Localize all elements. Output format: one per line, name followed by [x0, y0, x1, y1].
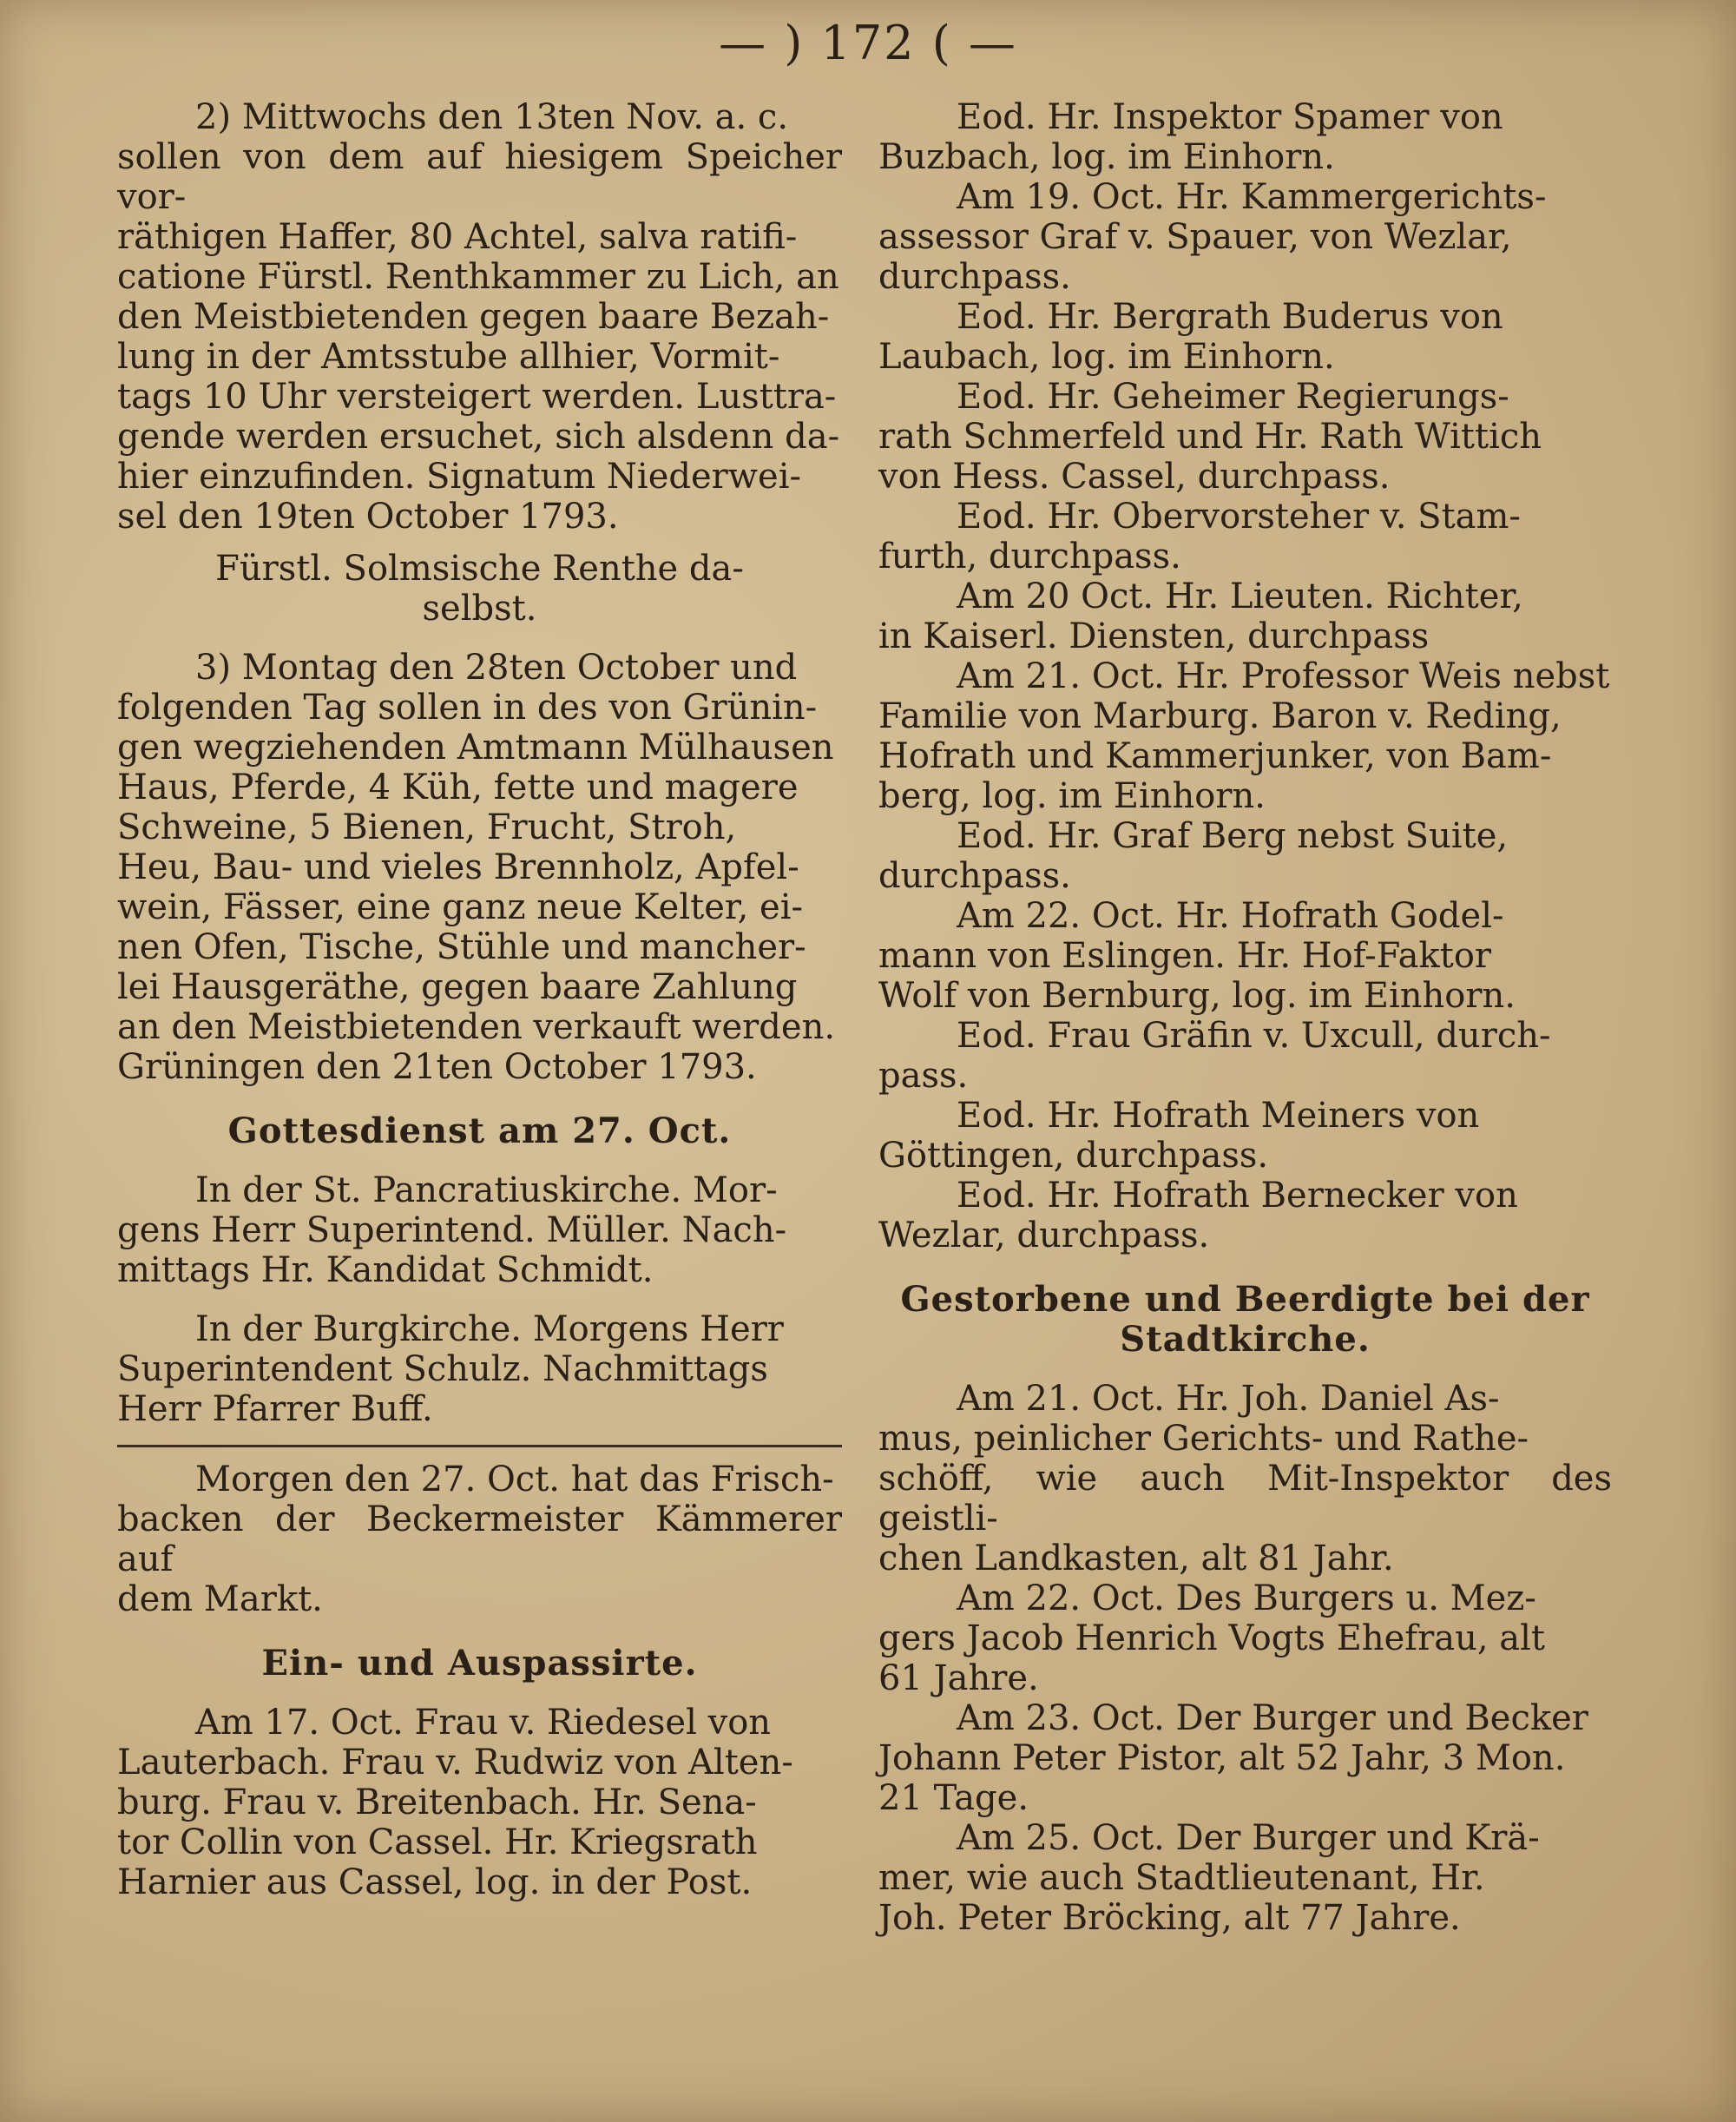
- text-line: Eod. Hr. Hofrath Bernecker von: [957, 1176, 1518, 1216]
- text-line: In der St. Pancratiuskirche. Mor-: [195, 1170, 778, 1210]
- travel-entry: [878, 816, 1612, 896]
- text-line: pass.: [878, 1056, 969, 1096]
- death-entry: [878, 1379, 1612, 1578]
- text-line: Laubach, log. im Einhorn.: [878, 337, 1335, 377]
- text-line: sel den 19ten October 1793.: [117, 497, 619, 537]
- text-line: Wezlar, durchpass.: [878, 1216, 1210, 1255]
- text-line: in Kaiserl. Diensten, durchpass: [878, 616, 1430, 656]
- text-line: furth, durchpass.: [878, 537, 1181, 577]
- text-line: Am 21. Oct. Hr. Professor Weis nebst: [957, 656, 1610, 696]
- death-entry: [878, 1578, 1612, 1698]
- bakery-notice: [117, 1460, 842, 1619]
- text-line: Grüningen den 21ten October 1793.: [117, 1047, 757, 1087]
- text-line: lei Hausgeräthe, gegen baare Zahlung: [117, 967, 798, 1007]
- text-line: tags 10 Uhr versteigert werden. Lusttra-: [117, 377, 837, 417]
- travel-entry: [878, 177, 1612, 297]
- text-line: chen Landkasten, alt 81 Jahr.: [878, 1539, 1394, 1578]
- text-line: berg, log. im Einhorn.: [878, 776, 1266, 816]
- text-line: tor Collin von Cassel. Hr. Kriegsrath: [117, 1822, 758, 1862]
- text-line: dem Markt.: [117, 1579, 323, 1619]
- text-line: Wolf von Bernburg, log. im Einhorn.: [878, 976, 1516, 1016]
- text-line: backen der Beckermeister Kämmerer auf: [117, 1499, 842, 1579]
- text-line: Herr Pfarrer Buff.: [117, 1389, 433, 1429]
- text-line: Haus, Pferde, 4 Küh, fette und magere: [117, 768, 799, 807]
- text-line: Göttingen, durchpass.: [878, 1136, 1269, 1176]
- travel-entry: [878, 97, 1612, 177]
- text-line: Am 22. Oct. Hr. Hofrath Godel-: [957, 896, 1504, 936]
- text-line: durchpass.: [878, 856, 1071, 896]
- travel-entry: [878, 656, 1612, 816]
- text-line: mittags Hr. Kandidat Schmidt.: [117, 1250, 654, 1290]
- text-line: Superintendent Schulz. Nachmittags: [117, 1349, 768, 1389]
- text-line: mann von Eslingen. Hr. Hof-Faktor: [878, 936, 1492, 976]
- travel-entry: [878, 1176, 1612, 1255]
- deaths-heading: Gestorbene und Beerdigte bei der Stadtkirche.: [900, 1279, 1590, 1360]
- text-line: 21 Tage.: [878, 1778, 1029, 1818]
- text-line: Am 19. Oct. Hr. Kammergerichts-: [957, 177, 1547, 217]
- travel-entry: [117, 1703, 842, 1902]
- text-line: Eod. Frau Gräfin v. Uxcull, durch-: [957, 1016, 1551, 1056]
- text-line: mer, wie auch Stadtlieutenant, Hr.: [878, 1858, 1485, 1898]
- travel-entry: [878, 896, 1612, 1016]
- text-line: sollen von dem auf hiesigem Speicher vor-: [117, 137, 842, 217]
- text-line: Joh. Peter Bröcking, alt 77 Jahre.: [878, 1898, 1461, 1938]
- text-line: Lauterbach. Frau v. Rudwiz von Alten-: [117, 1743, 793, 1783]
- text-line: Eod. Hr. Bergrath Buderus von: [957, 297, 1503, 337]
- text-line: Am 25. Oct. Der Burger und Krä-: [957, 1818, 1540, 1858]
- travel-entry: [878, 497, 1612, 577]
- text-line: gen wegziehenden Amtmann Mülhausen: [117, 728, 834, 768]
- text-line: nen Ofen, Tische, Stühle und mancher-: [117, 927, 806, 967]
- text-line: Am 23. Oct. Der Burger und Becker: [957, 1698, 1588, 1738]
- text-line: gens Herr Superintend. Müller. Nach-: [117, 1210, 787, 1250]
- text-line: catione Fürstl. Renthkammer zu Lich, an: [117, 257, 839, 297]
- text-line: Hofrath und Kammerjunker, von Bam-: [878, 736, 1552, 776]
- text-line: Harnier aus Cassel, log. in der Post.: [117, 1862, 753, 1902]
- text-line: schöff, wie auch Mit-Inspektor des geistli-: [878, 1459, 1612, 1539]
- section-divider: [117, 1445, 842, 1447]
- text-line: Am 20 Oct. Hr. Lieuten. Richter,: [957, 577, 1523, 616]
- travel-entry: [878, 297, 1612, 377]
- text-line: gers Jacob Henrich Vogts Ehefrau, alt: [878, 1618, 1545, 1658]
- travel-entry: [878, 1016, 1612, 1096]
- text-line: Heu, Bau- und vieles Brennholz, Apfel-: [117, 847, 799, 887]
- left-column: [117, 97, 842, 1902]
- text-line: Eod. Hr. Graf Berg nebst Suite,: [957, 816, 1509, 856]
- text-line: folgenden Tag sollen in des von Grünin-: [117, 688, 818, 728]
- text-line: Morgen den 27. Oct. hat das Frisch-: [195, 1460, 834, 1499]
- notice-3: [117, 648, 842, 1087]
- text-line: 3) Montag den 28ten October und: [195, 648, 798, 688]
- text-line: 61 Jahre.: [878, 1658, 1039, 1698]
- text-line: burg. Frau v. Breitenbach. Hr. Sena-: [117, 1783, 757, 1822]
- text-line: Schweine, 5 Bienen, Frucht, Stroh,: [117, 807, 737, 847]
- text-line: von Hess. Cassel, durchpass.: [878, 457, 1391, 497]
- text-line: Am 17. Oct. Frau v. Riedesel von: [195, 1703, 772, 1743]
- death-entry: [878, 1698, 1612, 1818]
- text-line: In der Burgkirche. Morgens Herr: [195, 1309, 784, 1349]
- text-line: Am 21. Oct. Hr. Joh. Daniel As-: [957, 1379, 1500, 1419]
- death-entry: [878, 1818, 1612, 1938]
- service-pancratius: [117, 1170, 842, 1290]
- right-column: [878, 97, 1612, 1938]
- text-line: lung in der Amtsstube allhier, Vormit-: [117, 337, 780, 377]
- text-line: hier einzufinden. Signatum Niederwei-: [117, 457, 802, 497]
- text-line: gende werden ersuchet, sich alsdenn da-: [117, 417, 840, 457]
- text-line: räthigen Haffer, 80 Achtel, salva ratifi-: [117, 217, 798, 257]
- text-line: wein, Fässer, eine ganz neue Kelter, ei-: [117, 887, 804, 927]
- service-heading: Gottesdienst am 27. Oct.: [227, 1110, 732, 1151]
- text-line: Am 22. Oct. Des Burgers u. Mez-: [957, 1578, 1536, 1618]
- text-line: rath Schmerfeld und Hr. Rath Wittich: [878, 417, 1542, 457]
- text-line: den Meistbietenden gegen baare Bezah-: [117, 297, 830, 337]
- text-line: Eod. Hr. Geheimer Regierungs-: [957, 377, 1509, 417]
- text-line: Eod. Hr. Hofrath Meiners von: [957, 1096, 1480, 1136]
- text-line: Eod. Hr. Obervorsteher v. Stam-: [957, 497, 1521, 537]
- text-line: durchpass.: [878, 257, 1071, 297]
- notice-2-signature: Fürstl. Solmsische Renthe da- selbst.: [215, 549, 744, 629]
- text-line: Familie von Marburg. Baron v. Reding,: [878, 696, 1562, 736]
- text-line: Johann Peter Pistor, alt 52 Jahr, 3 Mon.: [878, 1738, 1566, 1778]
- text-line: Eod. Hr. Inspektor Spamer von: [957, 97, 1503, 137]
- text-line: an den Meistbietenden verkauft werden.: [117, 1007, 836, 1047]
- page-number: — ) 172 ( —: [719, 16, 1017, 70]
- travel-entry: [878, 377, 1612, 497]
- text-line: 2) Mittwochs den 13ten Nov. a. c.: [195, 97, 789, 137]
- travel-entry: [878, 1096, 1612, 1176]
- service-burg: [117, 1309, 842, 1429]
- travel-entry: [878, 577, 1612, 656]
- text-line: mus, peinlicher Gerichts- und Rathe-: [878, 1419, 1529, 1459]
- notice-2: [117, 97, 842, 537]
- text-line: Buzbach, log. im Einhorn.: [878, 137, 1335, 177]
- travel-heading: Ein- und Auspassirte.: [261, 1643, 698, 1684]
- text-line: assessor Graf v. Spauer, von Wezlar,: [878, 217, 1512, 257]
